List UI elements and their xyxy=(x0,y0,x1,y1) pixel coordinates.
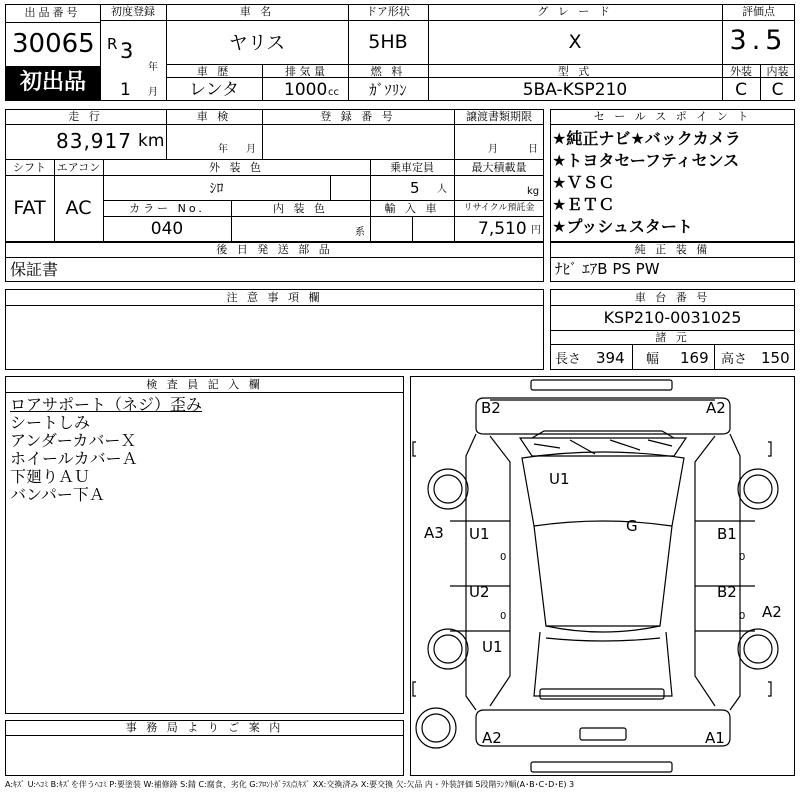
sales-point-item: ★ＶＳＣ xyxy=(552,173,615,192)
interior-color-label: 内 装 色 xyxy=(273,202,328,215)
fuel-value: ｶﾞｿﾘﾝ xyxy=(369,81,407,99)
inspector-line: アンダーカバーＸ xyxy=(10,431,137,450)
dims-label: 諸 元 xyxy=(655,331,690,344)
notes-label: 注 意 事 項 欄 xyxy=(226,291,323,304)
recycle-value: 7,510 xyxy=(478,219,527,239)
equipment-value: ﾅﾋﾞ ｴｱB PS PW xyxy=(555,260,660,278)
lot-label: 出品番号 xyxy=(24,6,81,19)
reg-year: 3 xyxy=(120,39,134,63)
car-name-label: 車 名 xyxy=(239,5,275,18)
zero-mark: 0 xyxy=(500,611,510,622)
car-name: ヤリス xyxy=(228,32,286,54)
reg-month-unit: 月 xyxy=(148,87,158,98)
mileage-value: 83,917 xyxy=(56,129,132,153)
zero-mark: 0 xyxy=(739,611,749,622)
damage-legend: A:ｷｽﾞ U:ﾍｺﾐ B:ｷｽﾞを伴うﾍｺﾐ P:要塗装 W:補修跡 S:錆 C:腐食、劣化 G:ﾌﾛﾝﾄｶﾞﾗｽ点ｷｽﾞ XX:交換済み X:要交換 欠:欠品 内・外装評価 5段階ﾗﾝｸ順(A･B･C･D･E) 3 xyxy=(5,780,575,789)
displacement-value: 1000 xyxy=(284,80,328,100)
office-label: 事 務 局 よ り ご 案 内 xyxy=(125,721,284,734)
mark-rear-left: A2 xyxy=(482,729,502,747)
later-parts-label: 後 日 発 送 部 品 xyxy=(216,243,333,256)
mileage-unit: km xyxy=(138,131,165,151)
mark-rear-right: A1 xyxy=(705,729,725,747)
reg-month: 1 xyxy=(120,80,131,100)
shift-label: シフト xyxy=(13,161,46,174)
history-value: レンタ xyxy=(189,80,239,100)
width-value: 169 xyxy=(680,349,709,367)
mark-left-front-door: U1 xyxy=(469,525,490,543)
model-value: 5BA-KSP210 xyxy=(522,80,628,100)
color-no-label: カラー No. xyxy=(129,202,205,215)
zero-mark: 0 xyxy=(500,552,510,563)
mark-right-front-door: B1 xyxy=(717,525,737,543)
width-label: 幅 xyxy=(646,352,660,367)
height-label: 高さ xyxy=(721,352,748,367)
length-label: 長さ xyxy=(555,352,582,367)
inspection-year-unit: 年 xyxy=(218,144,228,155)
mark-left-rear-fender: U1 xyxy=(482,638,503,656)
mark-front-right: A2 xyxy=(706,399,726,417)
reg-label: 初度登録 xyxy=(111,5,155,18)
mark-roof: U1 xyxy=(549,470,570,488)
later-parts-value: 保証書 xyxy=(10,260,59,279)
capacity-value: 5 xyxy=(410,179,420,197)
grade-label: グ レ ー ド xyxy=(537,5,613,18)
transfer-day-unit: 日 xyxy=(528,144,538,155)
mileage-label: 走 行 xyxy=(68,110,103,123)
recycle-label: リサイクル預託金 xyxy=(463,203,535,213)
fuel-label: 燃 料 xyxy=(370,65,406,78)
mark-right-rear-door: B2 xyxy=(717,583,737,601)
sales-points-label: セ ー ル ス ポ イ ン ト xyxy=(593,110,752,123)
inspector-line: ホイールカバーＡ xyxy=(10,449,138,468)
grade-value: X xyxy=(568,31,582,53)
inspector-line: ロアサポート（ネジ）歪み xyxy=(10,395,203,414)
mark-left-rear-door: U2 xyxy=(469,583,490,601)
exterior-label: 外装 xyxy=(730,65,752,78)
interior-grade: C xyxy=(771,80,784,100)
color-label: 外 装 色 xyxy=(209,161,264,174)
interior-label: 内装 xyxy=(766,65,789,78)
plate-label: 登 録 番 号 xyxy=(320,110,396,123)
ac-label: エアコン xyxy=(56,161,101,174)
lot-number: 30065 xyxy=(12,29,95,59)
shift-value: FAT xyxy=(13,197,46,219)
door-label: ドア形状 xyxy=(366,5,410,18)
load-unit: kg xyxy=(527,186,540,197)
inspector-line: シートしみ xyxy=(10,413,91,432)
transfer-label: 譲渡書類期限 xyxy=(466,110,532,123)
sales-point-item: ★プッシュスタート xyxy=(552,217,693,236)
recycle-unit: 円 xyxy=(531,225,541,236)
color-no-value: 040 xyxy=(150,219,184,239)
inspection-month-unit: 月 xyxy=(246,144,256,155)
transfer-month-unit: 月 xyxy=(488,144,498,155)
mark-glass: G xyxy=(626,517,638,535)
color-value: ｼﾛ xyxy=(209,181,224,197)
inspector-line: 下廻りＡＵ xyxy=(10,467,91,486)
displacement-label: 排 気 量 xyxy=(285,65,325,78)
mark-right-rear-side: A2 xyxy=(762,603,782,621)
reg-year-unit: 年 xyxy=(148,62,158,73)
sales-point-item: ★トヨタセーフティセンス xyxy=(552,151,740,170)
history-label: 車 歴 xyxy=(196,65,232,78)
sales-point-item: ★純正ナビ★バックカメラ xyxy=(552,129,741,148)
car-damage-diagram xyxy=(410,376,795,776)
interior-color-unit: 系 xyxy=(355,227,365,238)
chassis-value: KSP210-0031025 xyxy=(603,308,742,327)
ac-value: AC xyxy=(65,197,92,219)
reg-era: R xyxy=(107,35,118,53)
capacity-unit: 人 xyxy=(437,184,447,195)
equipment-label: 純 正 装 備 xyxy=(634,243,711,256)
inspector-label: 検 査 員 記 入 欄 xyxy=(146,378,263,391)
sales-point-item: ★ＥＴＣ xyxy=(552,195,615,214)
chassis-label: 車 台 番 号 xyxy=(634,291,711,304)
zero-mark: 0 xyxy=(739,552,749,563)
inspection-label: 車 検 xyxy=(196,110,232,123)
exterior-grade: C xyxy=(735,80,747,100)
import-label: 輸 入 車 xyxy=(384,202,440,215)
first-listing-text: 初出品 xyxy=(19,70,86,95)
load-label: 最大積載量 xyxy=(471,161,527,174)
score-label: 評価点 xyxy=(742,5,775,18)
displacement-unit: cc xyxy=(328,87,339,98)
mark-side-left: A3 xyxy=(424,524,444,542)
mark-front-left: B2 xyxy=(481,399,501,417)
door-value: 5HB xyxy=(368,31,408,53)
height-value: 150 xyxy=(761,349,790,367)
length-value: 394 xyxy=(596,349,625,367)
score-value: 3.5 xyxy=(729,25,788,56)
inspector-line: バンパー下Ａ xyxy=(10,485,105,504)
capacity-label: 乗車定員 xyxy=(390,161,434,174)
model-label: 型 式 xyxy=(557,65,593,78)
